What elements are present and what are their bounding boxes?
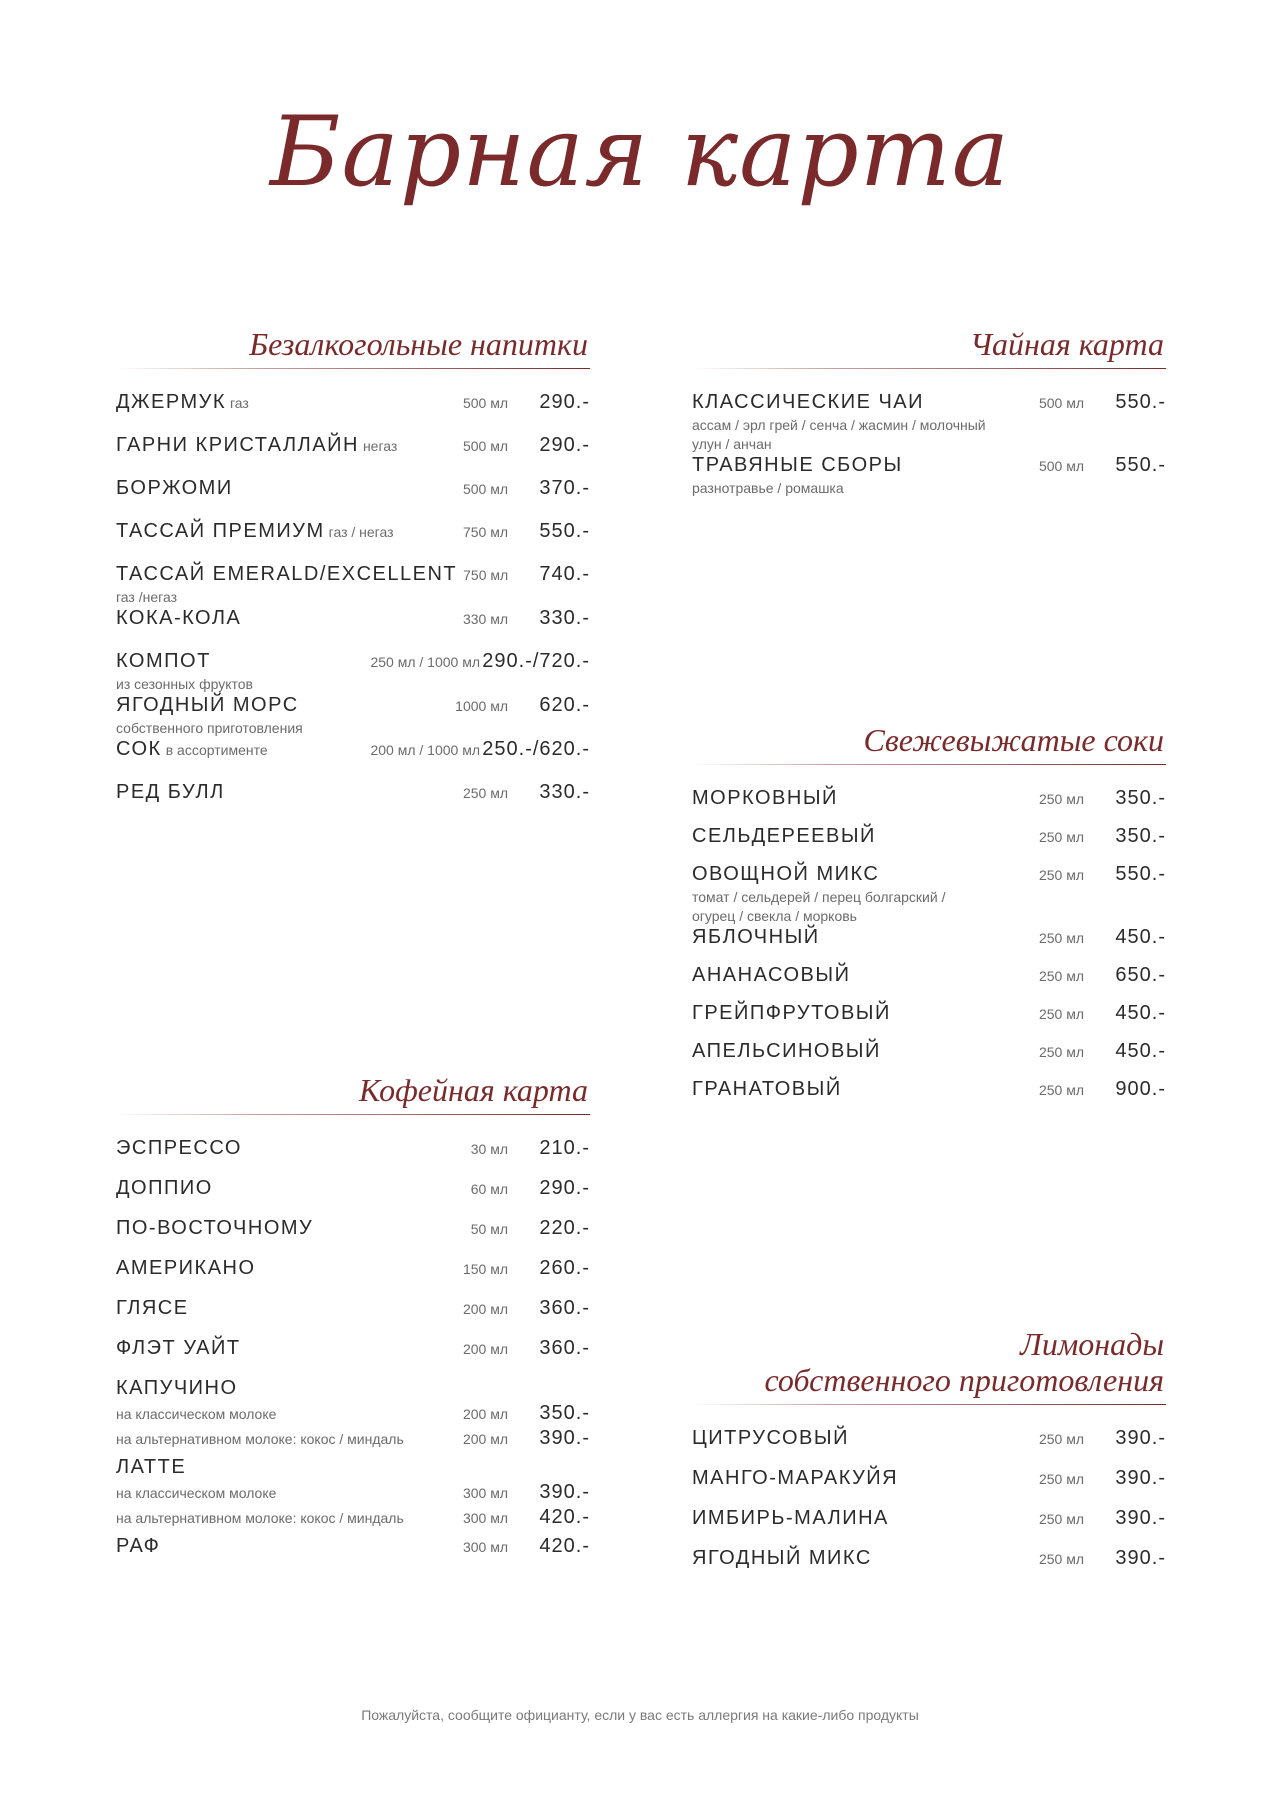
item-volume: 150 мл [462,1261,508,1277]
menu-item-row [116,477,590,500]
menu-item-row [692,1427,1166,1450]
menu-item [692,964,1166,1002]
item-price: 390.- [1115,1467,1166,1489]
item-price: 290.-/720.- [482,650,590,672]
item-price: 260.- [539,1257,590,1279]
item-name-text: ГАРНИ КРИСТАЛЛАЙН [116,434,359,456]
menu-item-row [116,1137,590,1160]
menu-item [692,1467,1166,1507]
item-name-text: КОМПОТ [116,650,211,672]
variant-price: 420.- [539,1506,590,1528]
item-name [692,1507,1033,1530]
item-price: 450.- [1115,1040,1166,1062]
item-name [116,1337,457,1360]
item-description: из сезонных фруктов [116,676,253,692]
section-juices [692,722,1166,1116]
section-divider [116,368,590,369]
menu-item-row [692,787,1166,810]
menu-item-row [692,1507,1166,1530]
section-divider [692,764,1166,765]
item-name-text: МАНГО-МАРАКУЙЯ [692,1467,899,1489]
item-name [116,1297,457,1320]
item-name-text: КЛАССИЧЕСКИЕ ЧАИ [692,391,925,413]
item-name [116,738,364,761]
item-name-text: ТРАВЯНЫЕ СБОРЫ [692,454,903,476]
section-heading-coffee: Кофейная карта [359,1072,588,1108]
item-name [116,1377,590,1400]
menu-item-row [116,1456,590,1479]
item-volume: 500 мл [1038,395,1084,411]
item-name [692,787,1033,810]
menu-item [116,1217,590,1257]
item-note: газ [229,395,249,411]
item-name [692,1467,1033,1490]
item-price: 330.- [539,781,590,803]
menu-item-row [692,1002,1166,1025]
menu-item-row [116,1535,590,1558]
item-name [116,563,457,586]
item-name-text: ГРЕЙПФРУТОВЫЙ [692,1002,891,1024]
item-price: 450.- [1115,1002,1166,1024]
coffee-list [116,1137,590,1575]
item-price: 740.- [539,563,590,585]
item-description: ассам / эрл грей / сенча / жасмин / молочный улун / анчан [692,417,986,452]
item-volume: 50 мл [470,1221,508,1237]
item-volume: 250 мл [1038,1511,1084,1527]
menu-item [116,1257,590,1297]
item-name-text: ГРАНАТОВЫЙ [692,1078,842,1100]
menu-item-row [116,694,590,717]
menu-item [116,694,590,738]
tea-list [692,391,1166,498]
item-name [116,477,457,500]
item-price: 550.- [1115,391,1166,413]
item-name-text: ЯГОДНЫЙ МОРС [116,694,299,716]
menu-item-row [692,1040,1166,1063]
menu-item-row [692,1078,1166,1101]
menu-item-row [116,1337,590,1360]
menu-item [116,477,590,520]
item-name-text: ГЛЯСЕ [116,1297,189,1319]
item-price: 360.- [539,1337,590,1359]
item-description: томат / сельдерей / перец болгарский / огурец / свекла / морковь [692,889,946,924]
section-coffee [116,1072,590,1575]
item-volume: 250 мл [1038,1551,1084,1567]
item-price: 650.- [1115,964,1166,986]
item-name-text: ЛАТТЕ [116,1456,187,1478]
item-volume: 750 мл [462,524,508,540]
item-price: 900.- [1115,1078,1166,1100]
item-volume: 250 мл [1038,1006,1084,1022]
menu-item [116,738,590,781]
item-name [116,520,457,543]
allergy-footer-note: Пожалуйста, сообщите официанту, если у вас есть аллергия на какие-либо продукты [361,1707,919,1723]
variant-price: 390.- [539,1427,590,1449]
item-name [692,863,1033,886]
item-name-text: ЯБЛОЧНЫЙ [692,926,820,948]
section-heading-tea: Чайная карта [969,326,1164,362]
menu-item [692,454,1166,498]
menu-item-row [692,1467,1166,1490]
item-volume: 250 мл [1038,1431,1084,1447]
variant-volume: 200 мл [462,1431,508,1447]
item-name [116,650,364,673]
menu-item-row [116,1297,590,1320]
item-volume: 500 мл [462,481,508,497]
item-variant [116,1427,590,1450]
variant-label: на классическом молоке [116,1406,277,1422]
menu-item [692,787,1166,825]
item-price: 290.- [539,1177,590,1199]
item-name [692,1040,1033,1063]
item-price: 550.- [1115,863,1166,885]
menu-item-row [116,1217,590,1240]
menu-item [692,391,1166,454]
item-volume: 250 мл [1038,930,1084,946]
item-price: 330.- [539,607,590,629]
item-name [116,1257,457,1280]
menu-item [116,1297,590,1337]
menu-item-row [692,964,1166,987]
menu-item-row [692,825,1166,848]
item-name-text: МОРКОВНЫЙ [692,787,838,809]
item-name [692,964,1033,987]
item-name [692,825,1033,848]
menu-item [692,1427,1166,1467]
item-name-text: БОРЖОМИ [116,477,233,499]
section-lemonades [692,1326,1166,1587]
item-price: 350.- [1115,825,1166,847]
item-volume: 250 мл [462,785,508,801]
item-name [116,607,457,630]
item-price: 210.- [539,1137,590,1159]
variant-volume: 300 мл [462,1485,508,1501]
item-name-text: РЕД БУЛЛ [116,781,225,803]
item-name-text: ТАССАЙ ПРЕМИУМ [116,520,325,542]
item-price: 390.- [1115,1507,1166,1529]
menu-item-row [116,563,590,586]
item-variant [116,1481,590,1504]
menu-item-row [116,520,590,543]
item-volume: 500 мл [1038,458,1084,474]
item-volume: 250 мл / 1000 мл [370,654,480,670]
item-name [692,1547,1033,1570]
menu-item [116,650,590,694]
item-name-text: ДЖЕРМУК [116,391,226,413]
variant-volume: 200 мл [462,1406,508,1422]
item-name-text: СОК [116,738,162,760]
lemonades-list [692,1427,1166,1587]
item-description: собственного приготовления [116,720,303,736]
item-name-text: ОВОЩНОЙ МИКС [692,863,880,885]
item-price: 550.- [539,520,590,542]
item-note: негаз [362,438,398,454]
item-volume: 500 мл [462,395,508,411]
menu-item [692,1507,1166,1547]
item-name [116,1456,590,1479]
menu-item-row [692,454,1166,477]
menu-item [116,391,590,434]
item-volume: 250 мл [1038,968,1084,984]
menu-item [116,607,590,650]
item-volume: 500 мл [462,438,508,454]
item-name-text: СЕЛЬДЕРЕЕВЫЙ [692,825,876,847]
menu-item [692,1078,1166,1116]
item-name-text: КОКА-КОЛА [116,607,242,629]
item-price: 370.- [539,477,590,499]
menu-item [116,1137,590,1177]
item-name-text: КАПУЧИНО [116,1377,238,1399]
soft-drinks-list [116,391,590,824]
section-heading-juices: Свежевыжатые соки [863,722,1164,758]
menu-item [116,434,590,477]
menu-item [116,1177,590,1217]
item-name-text: АПЕЛЬСИНОВЫЙ [692,1040,881,1062]
menu-item-row [116,650,590,673]
item-volume: 250 мл [1038,1471,1084,1487]
lemonades-heading-line1: Лимонады [1020,1326,1164,1362]
item-name [116,1217,465,1240]
menu-item-row [692,926,1166,949]
variant-volume: 300 мл [462,1510,508,1526]
section-soft-drinks [116,326,590,824]
item-name [692,1427,1033,1450]
item-name [116,434,457,457]
item-name-text: ТАССАЙ EMERALD/EXCELLENT [116,563,458,585]
juices-list [692,787,1166,1116]
item-volume: 250 мл [1038,1082,1084,1098]
item-volume: 750 мл [463,567,509,583]
item-name-text: ДОППИО [116,1177,213,1199]
item-note: газ / негаз [328,524,394,540]
item-name-text: ЭСПРЕССО [116,1137,242,1159]
menu-item-row [116,607,590,630]
item-price: 390.- [1115,1547,1166,1569]
item-name [116,1137,465,1160]
menu-item-row [116,1177,590,1200]
item-volume: 250 мл [1038,829,1084,845]
item-name [692,454,1033,477]
item-price: 290.- [539,434,590,456]
item-name-text: РАФ [116,1535,161,1557]
item-price: 220.- [539,1217,590,1239]
item-variant [116,1402,590,1425]
item-volume: 330 мл [462,611,508,627]
section-heading-soft-drinks: Безалкогольные напитки [249,326,588,362]
item-name [692,391,1033,414]
item-price: 390.- [1115,1427,1166,1449]
item-volume: 60 мл [470,1181,508,1197]
menu-item [116,520,590,563]
menu-item-row [692,391,1166,414]
lemonades-heading-line2: собственного приготовления [764,1362,1164,1398]
menu-item [116,1456,590,1529]
item-name-text: ИМБИРЬ-МАЛИНА [692,1507,889,1529]
item-variant [116,1506,590,1529]
item-name-text: ЯГОДНЫЙ МИКС [692,1547,872,1569]
item-name [692,1002,1033,1025]
menu-item-row [116,391,590,414]
item-name-text: АМЕРИКАНО [116,1257,256,1279]
item-price: 550.- [1115,454,1166,476]
item-name-text: ФЛЭТ УАЙТ [116,1337,241,1359]
item-volume: 250 мл [1038,1044,1084,1060]
item-price: 250.-/620.- [482,738,590,760]
item-name [116,781,457,804]
menu-item-row [692,863,1166,886]
item-volume: 250 мл [1038,867,1084,883]
variant-label: на альтернативном молоке: кокос / миндаль [116,1510,404,1526]
item-price: 290.- [539,391,590,413]
menu-item [116,1535,590,1575]
item-name [116,1535,457,1558]
item-price: 350.- [1115,787,1166,809]
item-price: 360.- [539,1297,590,1319]
item-price: 420.- [539,1535,590,1557]
item-price: 450.- [1115,926,1166,948]
variant-label: на альтернативном молоке: кокос / миндаль [116,1431,404,1447]
menu-item-row [116,1377,590,1400]
variant-price: 390.- [539,1481,590,1503]
item-name-text: АНАНАСОВЫЙ [692,964,851,986]
item-description: разнотравье / ромашка [692,480,844,496]
menu-item [692,863,1166,926]
menu-item [116,1377,590,1450]
menu-title: Барная карта [269,96,1011,208]
item-volume: 1000 мл [455,698,508,714]
item-note: в ассортименте [165,742,268,758]
item-price: 620.- [539,694,590,716]
menu-item-row [116,781,590,804]
menu-item [116,563,590,607]
menu-item-row [692,1547,1166,1570]
variant-price: 350.- [539,1402,590,1424]
menu-item [692,1547,1166,1587]
item-name [116,1177,465,1200]
item-volume: 200 мл [462,1341,508,1357]
section-divider [692,1404,1166,1405]
menu-item-row [116,434,590,457]
item-name-text: ПО-ВОСТОЧНОМУ [116,1217,314,1239]
item-name [692,926,1033,949]
menu-item-row [116,1257,590,1280]
item-name [692,1078,1033,1101]
item-name [116,391,457,414]
item-volume: 200 мл / 1000 мл [370,742,480,758]
section-divider [692,368,1166,369]
menu-item [692,1040,1166,1078]
section-divider [116,1114,590,1115]
item-volume: 30 мл [470,1141,508,1157]
menu-item [692,926,1166,964]
menu-item-row [116,738,590,761]
section-tea [692,326,1166,498]
menu-item [116,781,590,824]
item-volume: 250 мл [1038,791,1084,807]
variant-label: на классическом молоке [116,1485,277,1501]
item-volume: 200 мл [462,1301,508,1317]
menu-item [692,825,1166,863]
section-heading-lemonades [692,1326,1166,1398]
item-name-text: ЦИТРУСОВЫЙ [692,1427,849,1449]
menu-item [116,1337,590,1377]
item-name [116,694,449,717]
menu-item [692,1002,1166,1040]
item-volume: 300 мл [462,1539,508,1555]
item-description: газ /негаз [116,589,177,605]
